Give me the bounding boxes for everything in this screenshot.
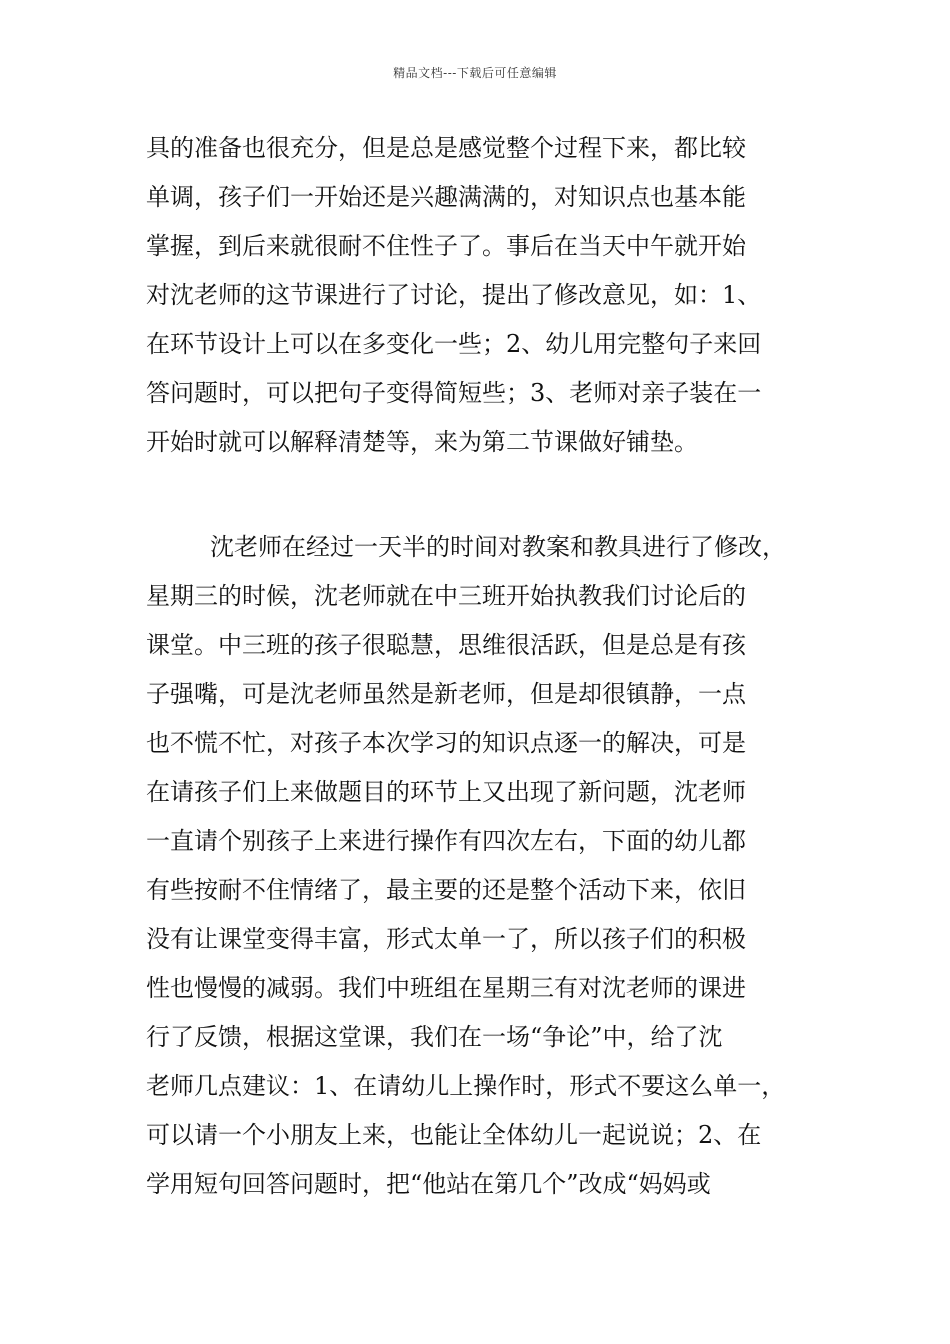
text-line-indented: 沈老师在经过一天半的时间对教案和教具进行了修改， bbox=[210, 533, 786, 561]
text-line: 老师几点建议：1、在请幼儿上操作时，形式不要这么单一， bbox=[146, 1072, 786, 1100]
text-line: 有些按耐不住情绪了，最主要的还是整个活动下来，依旧 bbox=[146, 876, 746, 904]
text-line: 掌握，到后来就很耐不住性子了。事后在当天中午就开始 bbox=[146, 232, 746, 260]
text-line: 可以请一个小朋友上来，也能让全体幼儿一起说说；2、在 bbox=[146, 1121, 762, 1149]
text-line: 性也慢慢的减弱。我们中班组在星期三有对沈老师的课进 bbox=[146, 974, 746, 1002]
text-line: 也不慌不忙，对孩子本次学习的知识点逐一的解决，可是 bbox=[146, 729, 746, 757]
text-line: 对沈老师的这节课进行了讨论，提出了修改意见，如：1、 bbox=[146, 281, 762, 309]
text-line: 星期三的时候，沈老师就在中三班开始执教我们讨论后的 bbox=[146, 582, 746, 610]
text-line: 单调，孩子们一开始还是兴趣满满的，对知识点也基本能 bbox=[146, 183, 746, 211]
text-line: 子强嘴，可是沈老师虽然是新老师，但是却很镇静，一点 bbox=[146, 680, 746, 708]
page-header: 精品文档---下载后可任意编辑 bbox=[393, 66, 557, 80]
text-line: 在请孩子们上来做题目的环节上又出现了新问题，沈老师 bbox=[146, 778, 746, 806]
text-line: 答问题时，可以把句子变得简短些；3、老师对亲子装在一 bbox=[146, 379, 762, 407]
text-line: 没有让课堂变得丰富，形式太单一了，所以孩子们的积极 bbox=[146, 925, 746, 953]
text-line: 行了反馈，根据这堂课，我们在一场“争论”中，给了沈 bbox=[146, 1023, 723, 1051]
text-line: 在环节设计上可以在多变化一些；2、幼儿用完整句子来回 bbox=[146, 330, 762, 358]
text-line: 具的准备也很充分，但是总是感觉整个过程下来，都比较 bbox=[146, 134, 746, 162]
text-line: 学用短句回答问题时，把“他站在第几个”改成“妈妈或 bbox=[146, 1170, 711, 1198]
text-line: 课堂。中三班的孩子很聪慧，思维很活跃，但是总是有孩 bbox=[146, 631, 746, 659]
text-line: 开始时就可以解释清楚等，来为第二节课做好铺垫。 bbox=[146, 428, 698, 456]
paragraph-1 bbox=[146, 124, 826, 467]
text-line: 一直请个别孩子上来进行操作有四次左右，下面的幼儿都 bbox=[146, 827, 746, 855]
paragraph-2 bbox=[146, 523, 826, 1209]
